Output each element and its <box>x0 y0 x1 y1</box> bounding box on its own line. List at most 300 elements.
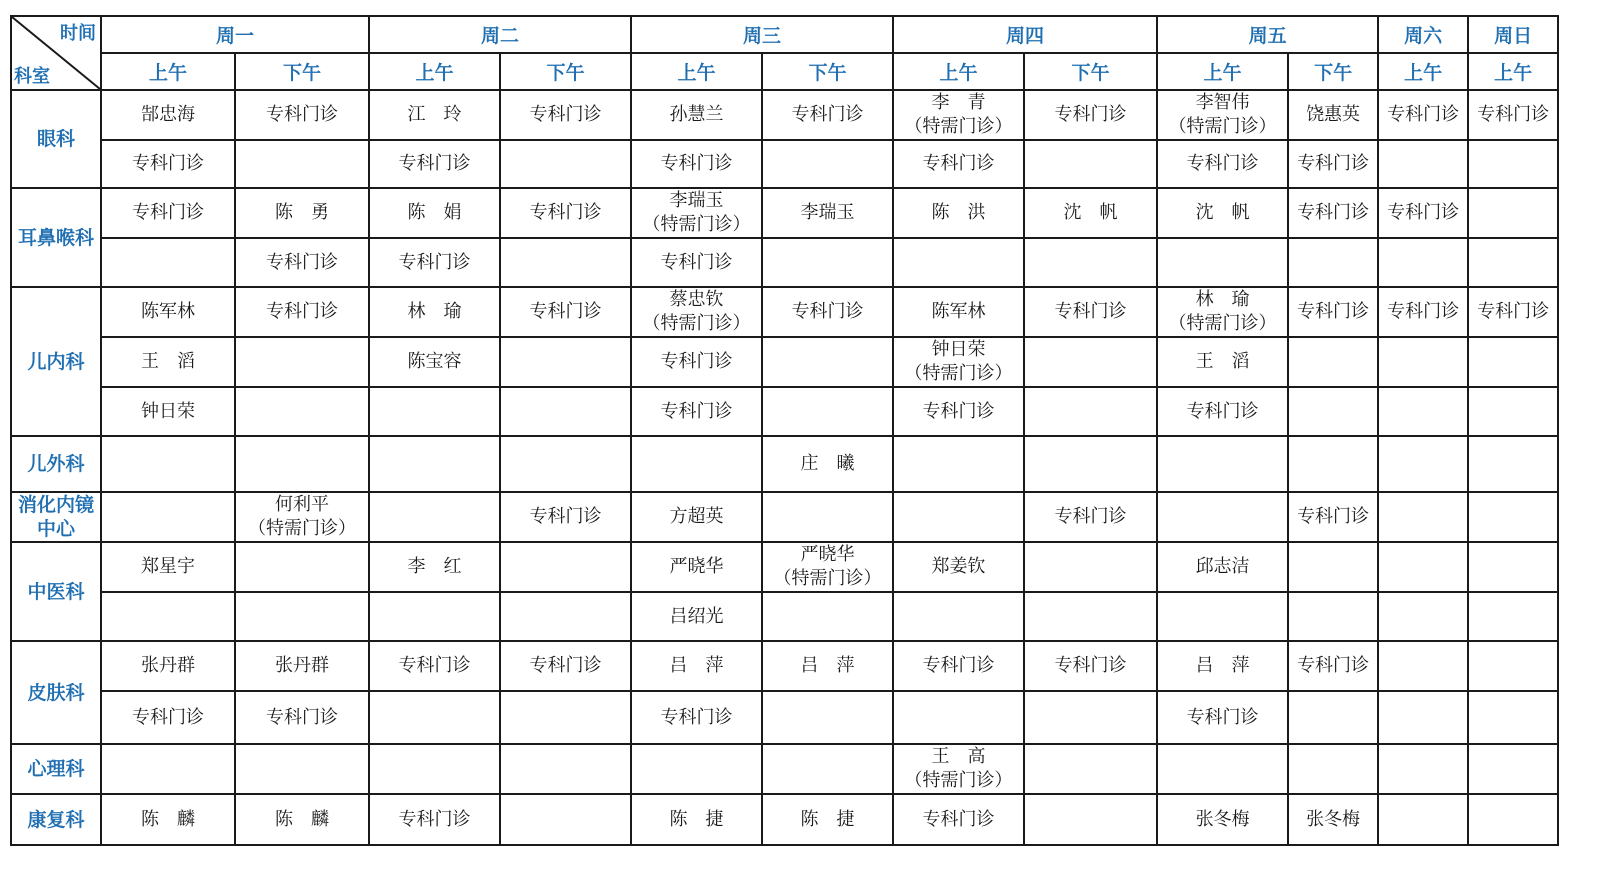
doctor-name: 专科门诊 <box>266 104 338 125</box>
schedule-cell <box>369 140 500 188</box>
schedule-cell <box>1288 238 1378 287</box>
doctor-name: 陈 娟 <box>407 202 462 223</box>
doctor-name: 专科门诊 <box>132 153 204 174</box>
doctor-name: 专科门诊 <box>132 202 204 223</box>
doctor-name: 陈 勇 <box>275 202 329 223</box>
doctor-name: 专科门诊 <box>266 251 338 273</box>
schedule-cell <box>235 337 369 387</box>
schedule-cell <box>1378 188 1468 238</box>
doctor-name: 饶惠英 <box>1306 104 1361 125</box>
schedule-cell <box>1288 492 1378 542</box>
doctor-name: 李瑞玉 <box>669 190 724 211</box>
schedule-cell <box>631 641 762 691</box>
schedule-cell <box>762 691 893 744</box>
day-header-wed: 周三 <box>631 16 893 53</box>
schedule-cell <box>631 436 762 492</box>
doctor-name: 孙慧兰 <box>669 104 724 125</box>
schedule-cell <box>1288 90 1378 140</box>
doctor-name: 专科门诊 <box>1387 202 1460 223</box>
period-header-pm: 下午 <box>1288 53 1378 90</box>
schedule-cell <box>1468 691 1558 744</box>
schedule-cell <box>369 492 500 542</box>
period-header-am: 上午 <box>369 53 500 90</box>
doctor-name: 陈 捷 <box>800 808 855 830</box>
doctor-name: 专科门诊 <box>398 251 471 273</box>
department-name: 儿外科 <box>11 436 101 492</box>
schedule-cell <box>500 592 631 641</box>
clinic-schedule-table <box>10 15 1559 846</box>
schedule-cell <box>1024 238 1157 287</box>
doctor-name: 王 滔 <box>141 351 195 372</box>
doctor-name: 专科门诊 <box>660 400 733 422</box>
doctor-name: 专科门诊 <box>1054 301 1127 322</box>
clinic-type-note: （特需门诊） <box>904 363 1013 384</box>
doctor-name: 专科门诊 <box>398 808 471 830</box>
schedule-cell <box>101 542 235 592</box>
doctor-name: 李 青 <box>931 92 986 113</box>
period-header-pm: 下午 <box>1024 53 1157 90</box>
schedule-cell <box>235 238 369 287</box>
schedule-cell <box>101 90 235 140</box>
schedule-cell <box>893 337 1024 387</box>
schedule-cell <box>1288 592 1378 641</box>
schedule-cell <box>1157 140 1288 188</box>
schedule-cell <box>1024 542 1157 592</box>
department-name: 皮肤科 <box>11 641 101 744</box>
doctor-name: 陈 洪 <box>931 202 986 223</box>
schedule-cell <box>500 542 631 592</box>
day-header-mon: 周一 <box>101 16 369 53</box>
schedule-sheet <box>10 15 1557 841</box>
schedule-cell <box>1024 641 1157 691</box>
doctor-name: 陈宝容 <box>407 351 462 372</box>
schedule-cell <box>1468 140 1558 188</box>
doctor-name: 专科门诊 <box>1186 706 1259 728</box>
schedule-cell <box>893 744 1024 794</box>
schedule-cell <box>1157 592 1288 641</box>
schedule-cell <box>1378 140 1468 188</box>
schedule-cell <box>893 436 1024 492</box>
schedule-cell <box>369 794 500 845</box>
department-name: 耳鼻喉科 <box>11 188 101 287</box>
doctor-name: 王 高 <box>931 746 986 767</box>
schedule-cell <box>631 794 762 845</box>
doctor-name: 专科门诊 <box>1297 506 1370 527</box>
schedule-cell <box>235 90 369 140</box>
schedule-row <box>11 542 1558 592</box>
doctor-name: 钟日荣 <box>141 400 195 422</box>
doctor-name: 郑姜钦 <box>931 556 986 577</box>
doctor-name: 陈 麟 <box>275 808 329 830</box>
doctor-name: 专科门诊 <box>660 251 733 273</box>
schedule-cell <box>369 287 500 337</box>
schedule-cell <box>1288 140 1378 188</box>
schedule-cell <box>500 238 631 287</box>
schedule-cell <box>1468 542 1558 592</box>
schedule-cell <box>369 744 500 794</box>
period-header-am: 上午 <box>1378 53 1468 90</box>
doctor-name: 专科门诊 <box>529 655 602 676</box>
schedule-cell <box>1468 238 1558 287</box>
doctor-name: 专科门诊 <box>660 351 733 372</box>
schedule-row <box>11 188 1558 238</box>
schedule-cell <box>369 337 500 387</box>
schedule-cell <box>500 140 631 188</box>
schedule-cell <box>101 794 235 845</box>
schedule-cell <box>1468 641 1558 691</box>
schedule-cell <box>1157 492 1288 542</box>
day-header-thu: 周四 <box>893 16 1157 53</box>
period-header-am: 上午 <box>1157 53 1288 90</box>
doctor-name: 李智伟 <box>1195 92 1250 113</box>
period-header-pm: 下午 <box>235 53 369 90</box>
schedule-cell <box>893 641 1024 691</box>
schedule-cell <box>1468 436 1558 492</box>
schedule-cell <box>1288 744 1378 794</box>
doctor-name: 专科门诊 <box>1297 301 1370 322</box>
schedule-cell <box>1024 337 1157 387</box>
schedule-cell <box>1024 140 1157 188</box>
doctor-name: 专科门诊 <box>529 104 602 125</box>
schedule-cell <box>500 436 631 492</box>
schedule-cell <box>1157 691 1288 744</box>
schedule-cell <box>1468 794 1558 845</box>
doctor-name: 李瑞玉 <box>800 202 855 223</box>
schedule-cell <box>762 337 893 387</box>
schedule-cell <box>500 287 631 337</box>
doctor-name: 陈 麟 <box>141 808 195 830</box>
schedule-cell <box>1157 287 1288 337</box>
period-header-am: 上午 <box>1468 53 1558 90</box>
schedule-cell <box>1024 188 1157 238</box>
period-header-am: 上午 <box>893 53 1024 90</box>
schedule-cell <box>101 188 235 238</box>
clinic-type-note: （特需门诊） <box>1168 116 1277 137</box>
doctor-name: 专科门诊 <box>1297 655 1370 676</box>
schedule-row <box>11 337 1558 387</box>
schedule-cell <box>1157 387 1288 436</box>
schedule-cell <box>1157 794 1288 845</box>
doctor-name: 专科门诊 <box>1477 301 1550 322</box>
doctor-name: 陈 捷 <box>669 808 724 830</box>
doctor-name: 吕 萍 <box>669 655 724 676</box>
doctor-name: 郜忠海 <box>141 104 195 125</box>
schedule-cell <box>1157 90 1288 140</box>
schedule-cell <box>500 744 631 794</box>
schedule-cell <box>1378 542 1468 592</box>
doctor-name: 严晓华 <box>800 544 855 565</box>
schedule-cell <box>101 337 235 387</box>
department-name: 中医科 <box>11 542 101 641</box>
doctor-name: 专科门诊 <box>1387 104 1460 125</box>
schedule-cell <box>101 436 235 492</box>
doctor-name: 李 红 <box>407 556 462 577</box>
schedule-cell <box>500 641 631 691</box>
schedule-row <box>11 90 1558 140</box>
doctor-name: 专科门诊 <box>922 153 995 174</box>
schedule-cell <box>762 238 893 287</box>
schedule-cell <box>1288 337 1378 387</box>
schedule-cell <box>1378 287 1468 337</box>
doctor-name: 陈军林 <box>141 301 195 322</box>
schedule-cell <box>762 492 893 542</box>
schedule-cell <box>1288 436 1378 492</box>
schedule-cell <box>631 592 762 641</box>
schedule-cell <box>235 641 369 691</box>
schedule-row <box>11 387 1558 436</box>
schedule-cell <box>762 387 893 436</box>
schedule-cell <box>1024 744 1157 794</box>
schedule-cell <box>631 492 762 542</box>
schedule-cell <box>1288 387 1378 436</box>
schedule-cell <box>500 691 631 744</box>
department-name-line: 中心 <box>36 518 75 540</box>
doctor-name: 专科门诊 <box>1054 506 1127 527</box>
doctor-name: 钟日荣 <box>931 339 986 360</box>
schedule-cell <box>235 492 369 542</box>
schedule-cell <box>1468 592 1558 641</box>
doctor-name: 专科门诊 <box>266 301 338 322</box>
doctor-name: 专科门诊 <box>660 706 733 728</box>
schedule-cell <box>1024 436 1157 492</box>
department-name-line: 消化内镜 <box>17 494 94 516</box>
schedule-cell <box>1157 436 1288 492</box>
schedule-cell <box>631 542 762 592</box>
clinic-type-note: （特需门诊） <box>248 518 356 539</box>
schedule-cell <box>101 387 235 436</box>
schedule-cell <box>1378 641 1468 691</box>
schedule-cell <box>1378 436 1468 492</box>
doctor-name: 蔡忠钦 <box>669 289 724 310</box>
schedule-cell <box>1378 794 1468 845</box>
doctor-name: 专科门诊 <box>529 301 602 322</box>
schedule-cell <box>893 592 1024 641</box>
schedule-cell <box>101 140 235 188</box>
schedule-cell <box>369 387 500 436</box>
schedule-cell <box>1288 542 1378 592</box>
schedule-cell <box>1378 691 1468 744</box>
doctor-name: 张冬梅 <box>1195 808 1250 830</box>
schedule-cell <box>893 238 1024 287</box>
doctor-name: 张丹群 <box>275 655 329 676</box>
doctor-name: 专科门诊 <box>922 655 995 676</box>
clinic-type-note: （特需门诊） <box>904 116 1013 137</box>
doctor-name: 吕绍光 <box>669 605 724 627</box>
schedule-cell <box>101 641 235 691</box>
period-header-pm: 下午 <box>762 53 893 90</box>
schedule-cell <box>631 140 762 188</box>
schedule-cell <box>1288 287 1378 337</box>
doctor-name: 专科门诊 <box>660 153 733 174</box>
doctor-name: 专科门诊 <box>1387 301 1460 322</box>
schedule-cell <box>235 794 369 845</box>
schedule-cell <box>762 641 893 691</box>
doctor-name: 专科门诊 <box>398 153 471 174</box>
doctor-name: 专科门诊 <box>132 706 204 728</box>
schedule-cell <box>1468 90 1558 140</box>
schedule-cell <box>369 542 500 592</box>
schedule-cell <box>235 436 369 492</box>
schedule-cell <box>631 188 762 238</box>
schedule-cell <box>235 542 369 592</box>
schedule-cell <box>1288 188 1378 238</box>
doctor-name: 专科门诊 <box>1297 153 1370 174</box>
schedule-cell <box>235 691 369 744</box>
doctor-name: 江 玲 <box>407 104 462 125</box>
corner-time-label: 时间 <box>60 23 96 44</box>
schedule-cell <box>1378 492 1468 542</box>
schedule-cell <box>101 744 235 794</box>
doctor-name: 专科门诊 <box>266 706 338 728</box>
day-header-sat: 周六 <box>1378 16 1468 53</box>
schedule-cell <box>1288 691 1378 744</box>
schedule-cell <box>101 492 235 542</box>
schedule-cell <box>1378 387 1468 436</box>
schedule-cell <box>762 140 893 188</box>
clinic-type-note: （特需门诊） <box>642 313 751 334</box>
schedule-cell <box>1468 287 1558 337</box>
doctor-name: 严晓华 <box>669 556 724 577</box>
period-header-row <box>11 53 1558 90</box>
schedule-cell <box>369 592 500 641</box>
schedule-row <box>11 794 1558 845</box>
schedule-cell <box>1024 592 1157 641</box>
doctor-name: 方超英 <box>669 506 724 527</box>
doctor-name: 林 瑜 <box>407 301 462 322</box>
schedule-cell <box>631 387 762 436</box>
schedule-row <box>11 592 1558 641</box>
department-name <box>11 492 101 542</box>
schedule-cell <box>1468 387 1558 436</box>
clinic-type-note: （特需门诊） <box>1168 313 1277 334</box>
schedule-cell <box>1024 90 1157 140</box>
schedule-cell <box>1288 641 1378 691</box>
doctor-name: 王 滔 <box>1195 351 1250 372</box>
schedule-cell <box>893 287 1024 337</box>
schedule-cell <box>1468 744 1558 794</box>
schedule-cell <box>631 337 762 387</box>
schedule-cell <box>500 188 631 238</box>
department-name: 康复科 <box>11 794 101 845</box>
schedule-cell <box>762 436 893 492</box>
doctor-name: 林 瑜 <box>1195 289 1250 310</box>
schedule-cell <box>631 744 762 794</box>
schedule-cell <box>893 542 1024 592</box>
schedule-cell <box>762 794 893 845</box>
schedule-row <box>11 744 1558 794</box>
schedule-cell <box>893 90 1024 140</box>
doctor-name: 沈 帆 <box>1195 202 1250 223</box>
schedule-cell <box>369 641 500 691</box>
schedule-cell <box>893 140 1024 188</box>
doctor-name: 何利平 <box>275 494 329 515</box>
period-header-am: 上午 <box>631 53 762 90</box>
schedule-cell <box>500 90 631 140</box>
schedule-cell <box>1378 744 1468 794</box>
schedule-cell <box>101 592 235 641</box>
schedule-cell <box>235 592 369 641</box>
doctor-name: 专科门诊 <box>1186 400 1259 422</box>
schedule-cell <box>369 238 500 287</box>
day-header-row <box>11 16 1558 53</box>
schedule-cell <box>500 794 631 845</box>
schedule-cell <box>369 436 500 492</box>
schedule-row <box>11 287 1558 337</box>
schedule-cell <box>500 387 631 436</box>
schedule-cell <box>1378 238 1468 287</box>
doctor-name: 专科门诊 <box>1054 655 1127 676</box>
clinic-type-note: （特需门诊） <box>642 214 751 235</box>
schedule-cell <box>631 287 762 337</box>
schedule-cell <box>101 691 235 744</box>
schedule-cell <box>235 188 369 238</box>
schedule-cell <box>1024 794 1157 845</box>
doctor-name: 陈军林 <box>931 301 986 322</box>
day-header-fri: 周五 <box>1157 16 1378 53</box>
doctor-name: 专科门诊 <box>529 202 602 223</box>
schedule-row <box>11 238 1558 287</box>
schedule-cell <box>1024 492 1157 542</box>
schedule-cell <box>369 691 500 744</box>
doctor-name: 专科门诊 <box>922 808 995 830</box>
schedule-cell <box>1024 691 1157 744</box>
schedule-cell <box>235 387 369 436</box>
doctor-name: 专科门诊 <box>1477 104 1550 125</box>
schedule-row <box>11 691 1558 744</box>
schedule-cell <box>762 188 893 238</box>
schedule-cell <box>101 287 235 337</box>
schedule-cell <box>235 140 369 188</box>
schedule-cell <box>631 90 762 140</box>
period-header-pm: 下午 <box>500 53 631 90</box>
department-name: 眼科 <box>11 90 101 188</box>
doctor-name: 专科门诊 <box>791 104 864 125</box>
schedule-cell <box>631 238 762 287</box>
doctor-name: 专科门诊 <box>1054 104 1127 125</box>
schedule-row <box>11 140 1558 188</box>
doctor-name: 沈 帆 <box>1063 202 1118 223</box>
schedule-cell <box>1468 492 1558 542</box>
schedule-cell <box>762 287 893 337</box>
doctor-name: 郑星宇 <box>141 556 195 577</box>
schedule-cell <box>762 744 893 794</box>
schedule-cell <box>369 90 500 140</box>
schedule-cell <box>762 542 893 592</box>
schedule-cell <box>1468 337 1558 387</box>
schedule-body <box>11 16 1558 845</box>
doctor-name: 专科门诊 <box>791 301 864 322</box>
schedule-cell <box>893 188 1024 238</box>
clinic-type-note: （特需门诊） <box>904 770 1013 791</box>
schedule-cell <box>1157 542 1288 592</box>
doctor-name: 专科门诊 <box>1297 202 1370 223</box>
schedule-cell <box>631 691 762 744</box>
schedule-cell <box>893 691 1024 744</box>
schedule-cell <box>1024 287 1157 337</box>
doctor-name: 张丹群 <box>141 655 195 676</box>
schedule-row <box>11 436 1558 492</box>
doctor-name: 吕 萍 <box>800 655 855 676</box>
schedule-cell <box>235 744 369 794</box>
doctor-name: 专科门诊 <box>1186 153 1259 174</box>
schedule-cell <box>1157 337 1288 387</box>
doctor-name: 专科门诊 <box>529 506 602 527</box>
schedule-cell <box>893 794 1024 845</box>
doctor-name: 吕 萍 <box>1195 655 1250 676</box>
department-name: 心理科 <box>11 744 101 794</box>
schedule-cell <box>235 287 369 337</box>
schedule-cell <box>500 337 631 387</box>
